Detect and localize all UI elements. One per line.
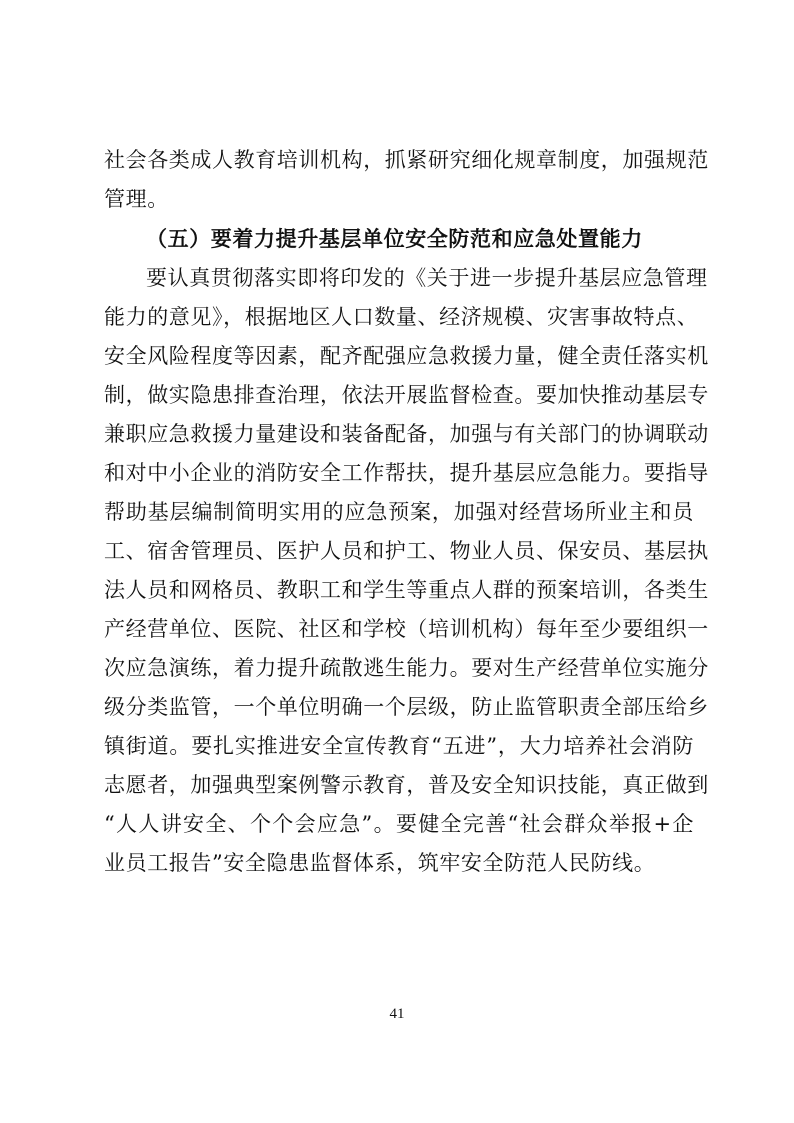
text-line: 能力的意见》，根据地区人口数量、经济规模、灾害事故特点、	[104, 305, 699, 329]
text-line: 次应急演练，着力提升疏散逃生能力。要对生产经营单位实施分	[104, 656, 709, 680]
section-heading: （五）要着力提升基层单位安全防范和应急处置能力	[146, 226, 643, 251]
text-line: 产经营单位、医院、社区和学校（培训机构）每年至少要组织一	[104, 617, 709, 641]
text-line: 要认真贯彻落实即将印发的《关于进一步提升基层应急管理	[146, 266, 708, 290]
text-line: 帮助基层编制简明实用的应急预案，加强对经营场所业主和员	[104, 500, 694, 524]
text-line: 兼职应急救援力量建设和装备配备，加强与有关部门的协调联动	[104, 422, 709, 446]
text-line: 和对中小企业的消防安全工作帮扶，提升基层应急能力。要指导	[104, 461, 709, 485]
text-line: 志愿者，加强典型案例警示教育，普及安全知识技能，真正做到	[104, 773, 709, 797]
text-line: 安全风险程度等因素，配齐配强应急救援力量，健全责任落实机	[104, 344, 709, 368]
text-line: 业员工报告”安全隐患监督体系，筑牢安全防范人民防线。	[104, 851, 656, 875]
text-line: 镇街道。要扎实推进安全宣传教育“五进”，大力培养社会消防	[104, 734, 694, 758]
text-line: 工、宿舍管理员、医护人员和护工、物业人员、保安员、基层执	[104, 539, 709, 563]
page-number: 41	[389, 1006, 405, 1022]
text-line: 级分类监管，一个单位明确一个层级，防止监管职责全部压给乡	[104, 695, 709, 719]
text-line: 法人员和网格员、教职工和学生等重点人群的预案培训，各类生	[104, 578, 709, 602]
text-line: 社会各类成人教育培训机构，抓紧研究细化规章制度，加强规范	[104, 148, 709, 172]
text-line: 管理。	[104, 187, 169, 211]
text-line: 制，做实隐患排查治理，依法开展监督检查。要加快推动基层专	[104, 383, 709, 407]
text-line: “人人讲安全、个个会应急”。要健全完善“社会群众举报+企	[104, 812, 694, 836]
